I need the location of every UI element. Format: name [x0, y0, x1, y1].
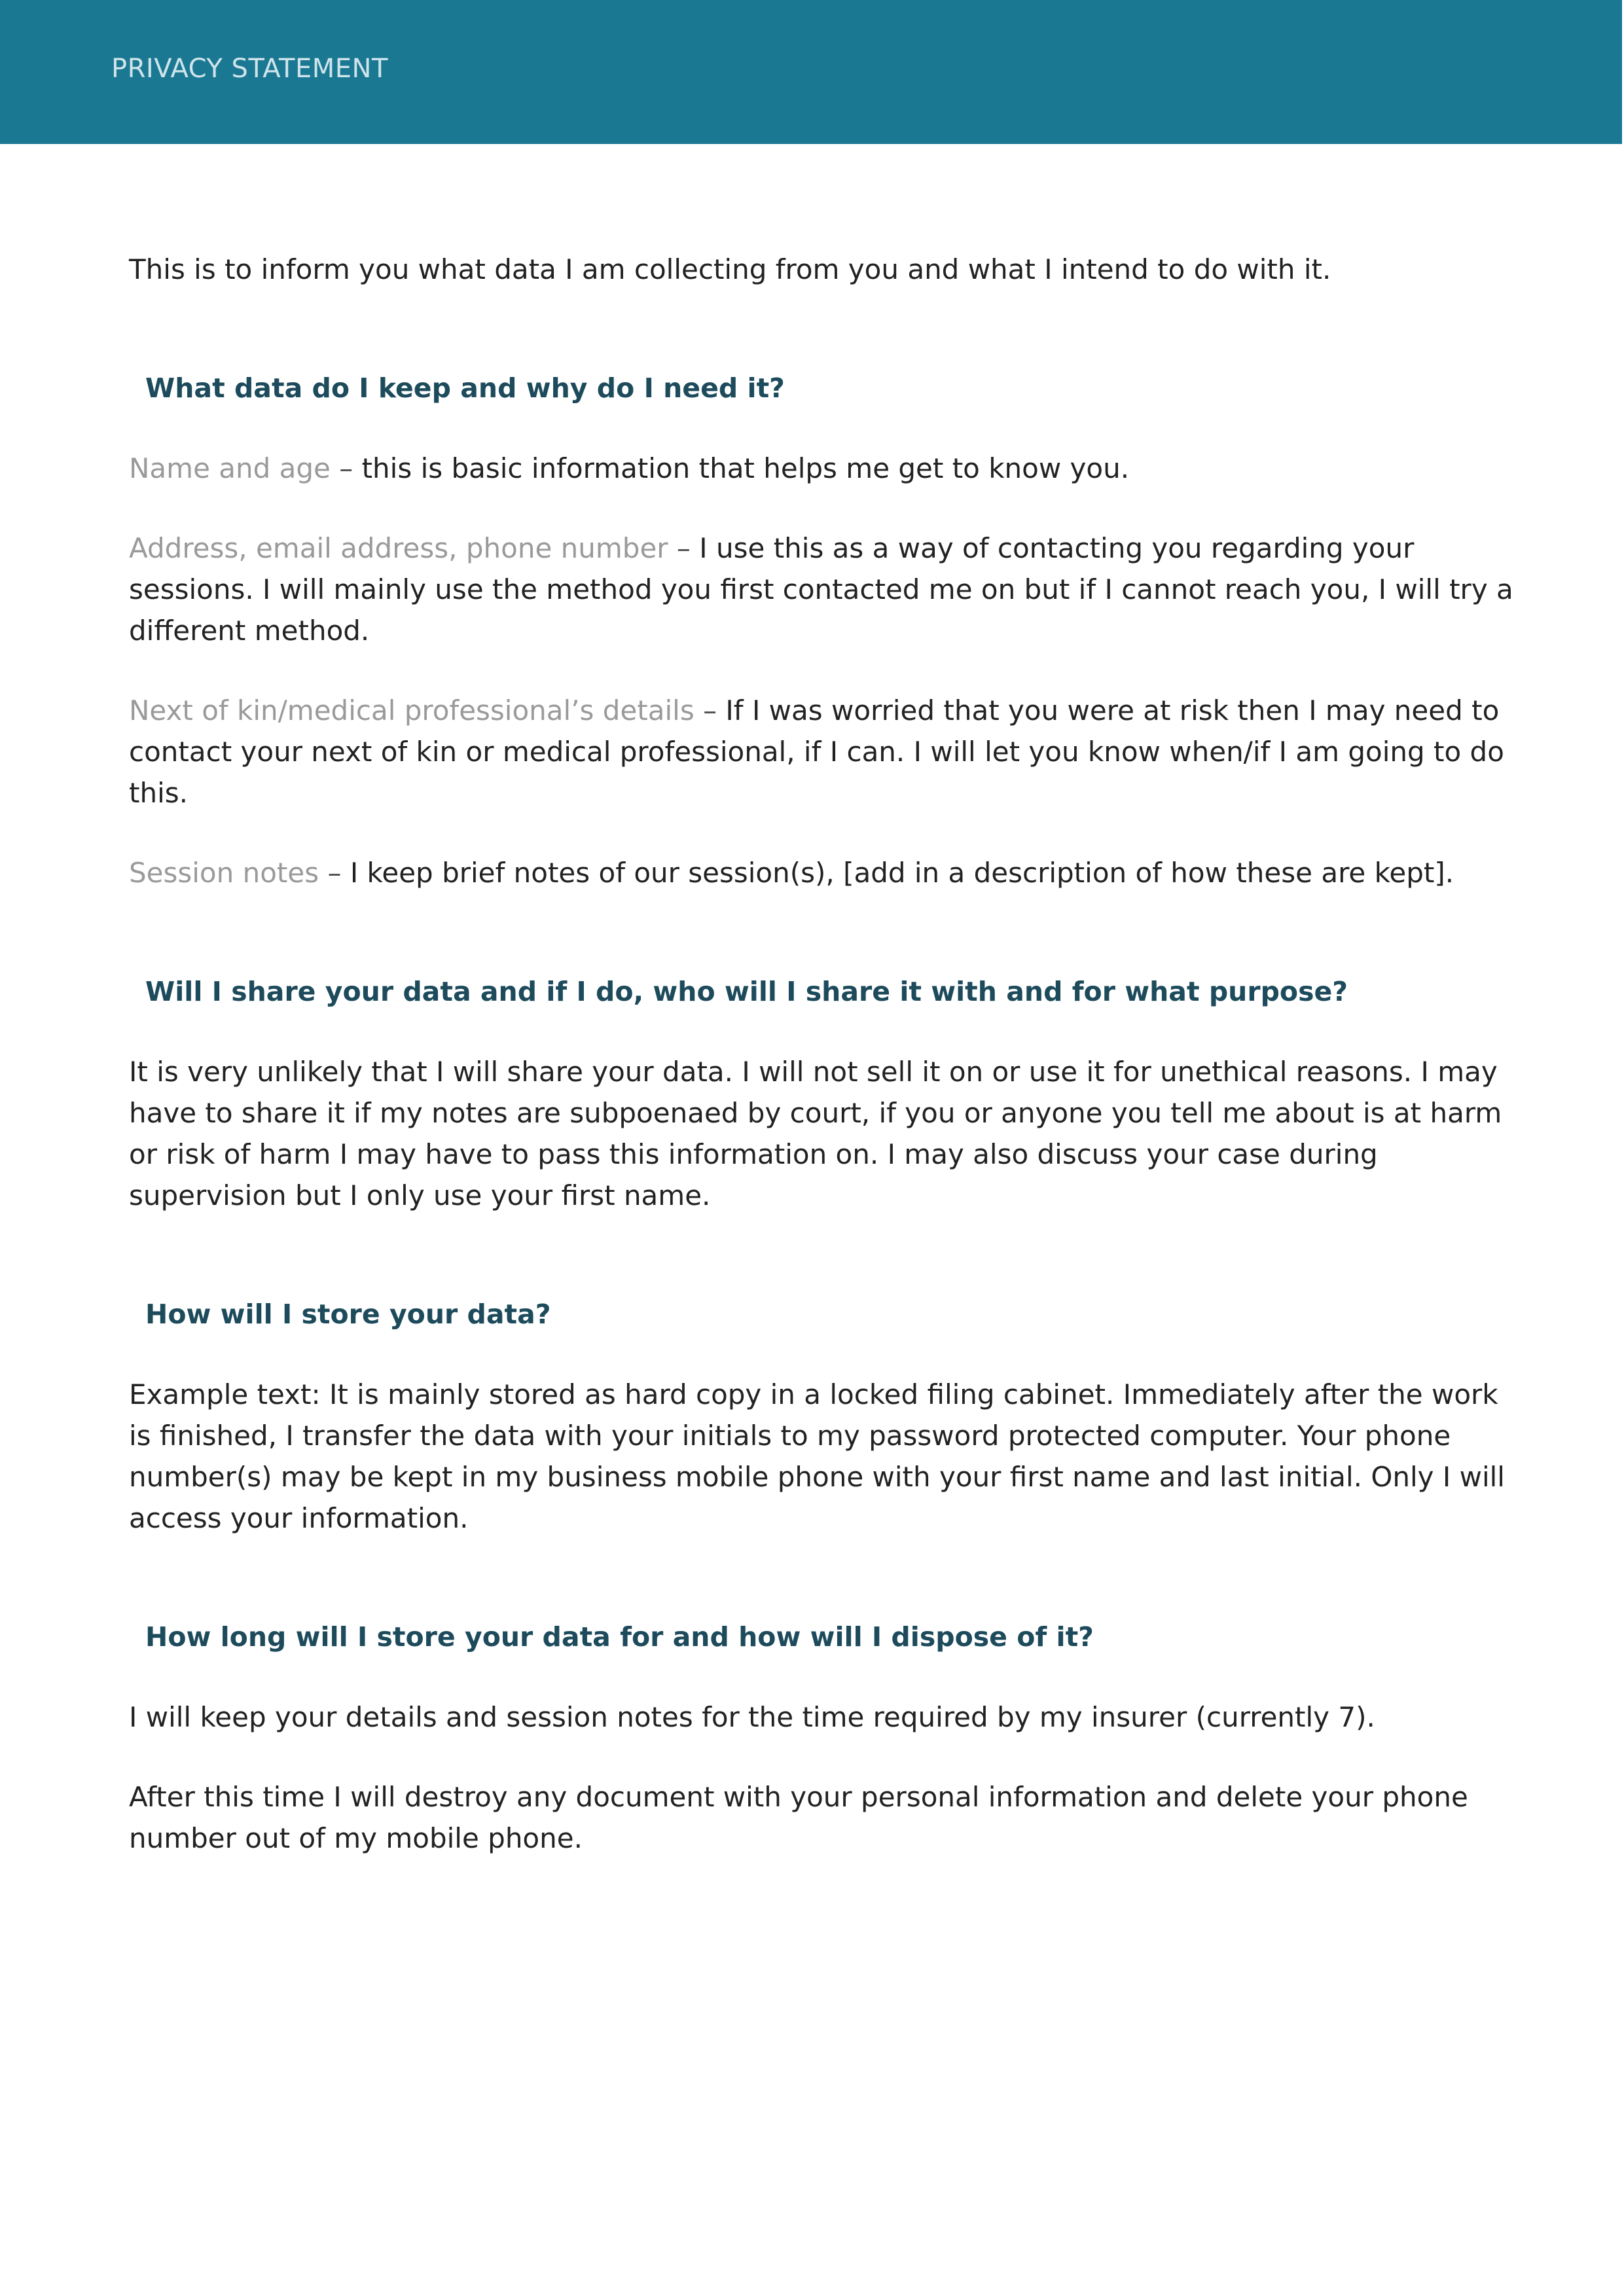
data-item-term: Name and age: [129, 452, 331, 484]
data-item-separator: –: [694, 694, 726, 726]
data-item-contact-details: [129, 528, 1523, 651]
data-item-text: I keep brief notes of our session(s), [add in a description of how these are kept].: [350, 857, 1454, 889]
data-item-next-of-kin: [129, 690, 1523, 814]
data-item-text: this is basic information that helps me get to know you.: [361, 452, 1130, 484]
data-item-session-notes: [129, 852, 1523, 893]
section-heading-sharing: Will I share your data and if I do, who will I share it with and for what purpose?: [145, 976, 1348, 1007]
data-item-name-age: [129, 448, 1523, 489]
disposal-paragraph: After this time I will destroy any document with your personal information and delete your phone number out of my mobile phone.: [129, 1781, 1468, 1854]
section-heading-retention: How long will I store your data for and how will I dispose of it?: [145, 1621, 1094, 1653]
sharing-paragraph: It is very unlikely that I will share your data. I will not sell it on or use it for unethical reasons. I may have to share it if my notes are subpoenaed by court, if you or anyone you tell me about is at harm or risk of harm I may have to pass this information on. I may also discuss your case during supervision but I only use your first name.: [129, 1056, 1502, 1211]
storage-paragraph: Example text: It is mainly stored as hard copy in a locked filing cabinet. Immediately after the work is finished, I transfer the data with your initials to my password protected computer. Your phone number(s) may be kept in my business mobile phone with your first name and last initial. Only I will access your information.: [129, 1378, 1505, 1534]
section-heading-what-data: What data do I keep and why do I need it?: [145, 372, 785, 404]
data-item-separator: –: [330, 452, 362, 484]
document-body: [129, 249, 1523, 1859]
intro-paragraph: This is to inform you what data I am collecting from you and what I intend to do with it.: [129, 253, 1331, 285]
section-heading-storage: How will I store your data?: [145, 1299, 551, 1330]
data-item-term: Session notes: [129, 857, 319, 889]
data-item-separator: –: [319, 857, 350, 889]
data-item-text: I use this as a way of contacting you regarding your sessions. I will mainly use the method you first contacted me on but if I cannot reach you, I will try a different method.: [129, 532, 1513, 647]
data-item-term: Address, email address, phone number: [129, 532, 668, 564]
document-title: PRIVACY STATEMENT: [111, 54, 388, 84]
data-item-separator: –: [668, 532, 700, 564]
data-item-text: If I was worried that you were at risk then I may need to contact your next of kin or medical professional, if I can. I will let you know when/if I am going to do this.: [129, 694, 1504, 809]
retention-paragraph: I will keep your details and session notes for the time required by my insurer (currently 7).: [129, 1701, 1375, 1733]
header-band: [0, 0, 1622, 144]
data-item-term: Next of kin/medical professional’s details: [129, 694, 695, 726]
